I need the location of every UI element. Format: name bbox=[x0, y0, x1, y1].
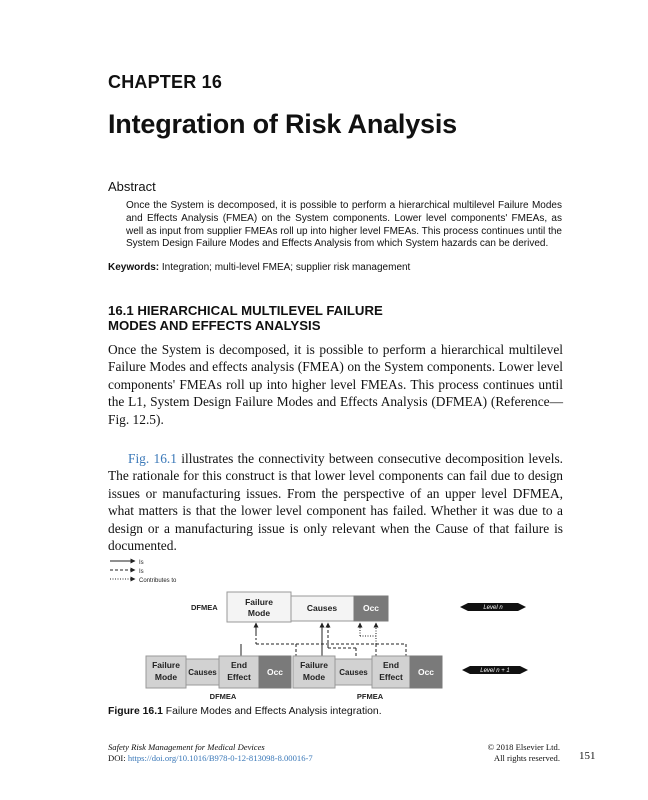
connectors bbox=[241, 623, 406, 656]
legend-is-2: Is bbox=[139, 569, 144, 575]
keywords-text: Integration; multi-level FMEA; supplier risk management bbox=[161, 262, 411, 273]
caption-text: Failure Modes and Effects Analysis integration. bbox=[162, 706, 382, 717]
bl-causes-text: Causes bbox=[188, 668, 217, 677]
section-heading-line1: 16.1 HIERARCHICAL MULTILEVEL FAILURE bbox=[108, 303, 383, 318]
footer-left bbox=[108, 742, 313, 764]
paragraph-2 bbox=[108, 450, 563, 554]
footer-right bbox=[476, 742, 560, 764]
level-n1-arrow bbox=[462, 666, 528, 674]
chapter-title: Integration of Risk Analysis bbox=[108, 109, 457, 139]
br-end-effect-line2: Effect bbox=[379, 672, 403, 682]
bl-failure-mode-line2: Mode bbox=[154, 672, 178, 682]
page-number: 151 bbox=[579, 750, 596, 762]
top-causes-text: Causes bbox=[306, 603, 338, 613]
br-failure-mode-line2: Mode bbox=[302, 672, 326, 682]
keywords-label: Keywords: bbox=[108, 262, 160, 273]
abstract-heading: Abstract bbox=[108, 179, 156, 194]
br-failure-mode-line1: Failure bbox=[300, 660, 328, 670]
footer-copyright: © 2018 Elsevier Ltd. bbox=[487, 742, 560, 752]
bl-end-effect-line2: Effect bbox=[227, 672, 251, 682]
footer-doi-link[interactable]: https://doi.org/10.1016/B978-0-12-813098-8.00016-7 bbox=[127, 753, 313, 763]
bl-occ-text: Occ bbox=[266, 667, 284, 677]
fmea-diagram bbox=[108, 556, 548, 706]
br-causes-text: Causes bbox=[339, 668, 368, 677]
keywords-line bbox=[108, 262, 568, 273]
br-end-effect-line1: End bbox=[382, 660, 400, 670]
legend bbox=[110, 560, 177, 584]
level-n1-text: Level n + 1 bbox=[480, 668, 510, 674]
footer-book-title: Safety Risk Management for Medical Devices bbox=[108, 742, 265, 752]
br-occ-text: Occ bbox=[417, 667, 435, 677]
bl-failure-mode-line1: Failure bbox=[152, 660, 180, 670]
figure-16-1 bbox=[108, 556, 548, 706]
top-occ-text: Occ bbox=[362, 603, 380, 613]
level-n-arrow bbox=[460, 603, 526, 611]
figure-reference-link[interactable]: Fig. 16.1 bbox=[128, 451, 177, 466]
top-dfmea-label: DFMEA bbox=[191, 603, 218, 612]
section-heading bbox=[108, 303, 548, 333]
legend-is-1: Is bbox=[139, 560, 144, 566]
abstract-text: Once the System is decomposed, it is possible to perform a hierarchical multilevel Failure Modes and Effects Analysis (FMEA) on the System components. Lower level components' FMEAs, as well as input from supplier FMEAs roll up into higher level FMEAs. This process continues until the System Design Failure Modes and Effects Analysis from which System hazards can be derived. bbox=[126, 200, 562, 250]
top-failure-mode-line1: Failure bbox=[245, 597, 273, 607]
chapter-label: CHAPTER 16 bbox=[108, 72, 223, 92]
top-failure-mode-line2: Mode bbox=[247, 608, 271, 618]
figure-caption bbox=[108, 706, 382, 717]
paragraph-1: Once the System is decomposed, it is possible to perform a hierarchical multilevel Failure Modes and effects analysis (FMEA) on the System components. Lower level components' FMEAs roll up into higher level FMEAs. This process continues until the L1, System Design Failure Modes and Effects Analysis (DFMEA) (Reference—Fig. 12.5). bbox=[108, 342, 563, 427]
footer-doi-label: DOI: bbox=[108, 753, 128, 763]
footer-rights: All rights reserved. bbox=[493, 753, 560, 763]
paragraph-2-text: illustrates the connectivity between consecutive decomposition levels. The rationale for this construct is that lower level components can fail due to design issues or manufacturing issues. From the perspective of an upper level DFMEA, what matters is that the lower level component has failed. Whether it was due to a design or a manufacturing issue is only relevant when the Cause of that failure is documented. bbox=[108, 451, 564, 554]
bl-end-effect-line1: End bbox=[230, 660, 248, 670]
level-n-text: Level n bbox=[483, 605, 503, 611]
section-heading-line2: MODES AND EFFECTS ANALYSIS bbox=[108, 318, 321, 333]
bottom-dfmea-label: DFMEA bbox=[209, 692, 237, 701]
legend-contributes-to: Contributes to bbox=[139, 578, 177, 584]
bottom-pfmea-label: PFMEA bbox=[356, 692, 384, 701]
caption-label: Figure 16.1 bbox=[108, 706, 163, 717]
